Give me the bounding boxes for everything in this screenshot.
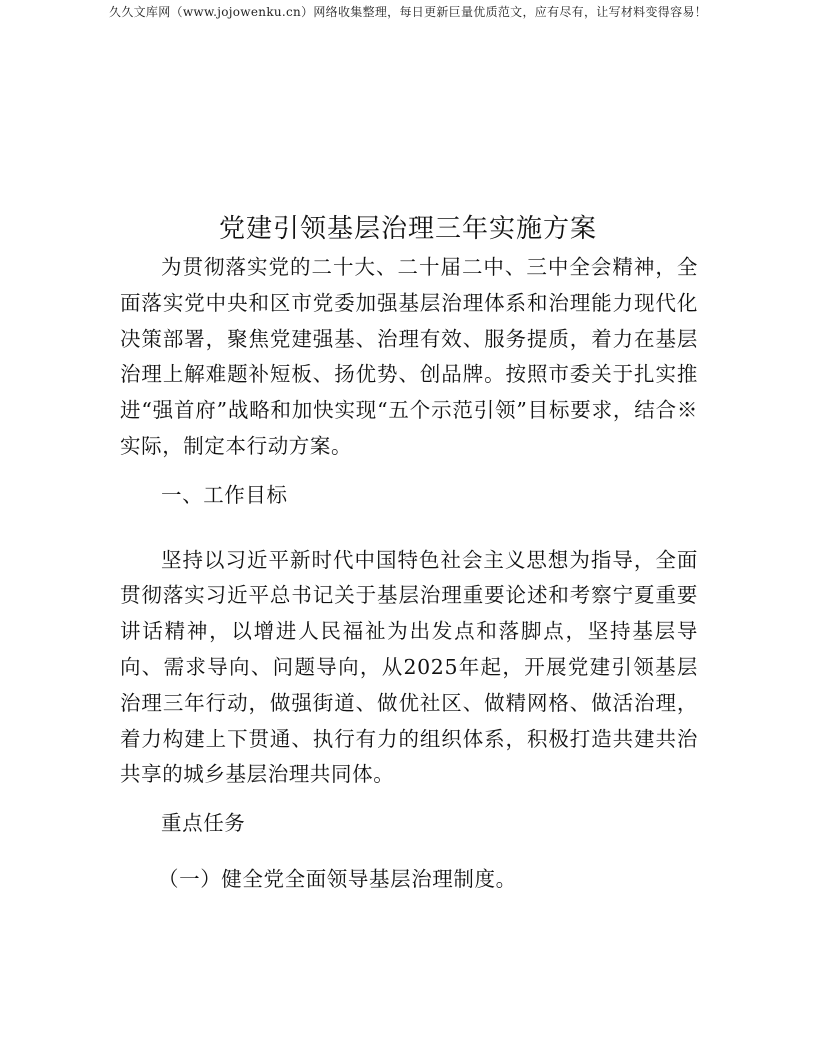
document-title: 党建引领基层治理三年实施方案	[218, 214, 597, 245]
spacer	[120, 842, 698, 862]
intro-paragraph: 为贯彻落实党的二十大、二十届二中、三中全会精神，全面落实党中央和区市党委加强基层治理体系和治理能力现代化决策部署，聚焦党建强基、治理有效、服务提质，着力在基层治理上解难题补短板、扬优势、创品牌。按照市委关于扎实推进“强首府”战略和加快实现“五个示范引领”目标要求，结合※实际，制定本行动方案。	[120, 255, 698, 458]
section-heading-key-tasks: 重点任务	[161, 811, 246, 836]
subsection-heading-1: （一）健全党全面领导基层治理制度。	[158, 866, 517, 891]
spacer	[120, 793, 698, 806]
header-watermark: 久久文库网（www.jojowenku.cn）网络收集整理，每日更新巨量优质范文，应有尽有，让写材料变得容易！	[109, 5, 707, 19]
spacer	[120, 514, 698, 543]
spacer	[120, 465, 698, 478]
goals-paragraph: 坚持以习近平新时代中国特色社会主义思想为指导，全面贯彻落实习近平总书记关于基层治理重要论述和考察宁夏重要讲话精神，以增进人民福祉为出发点和落脚点，坚持基层导向、需求导向、问题导向，从2025年起，开展党建引领基层治理三年行动，做强街道、做优社区、做精网格、做活治理，着力构建上下贯通、执行有力的组织体系，积极打造共建共治共享的城乡基层治理共同体。	[120, 547, 698, 787]
section-heading-goals: 一、工作目标	[161, 482, 288, 507]
document-body	[120, 250, 698, 898]
